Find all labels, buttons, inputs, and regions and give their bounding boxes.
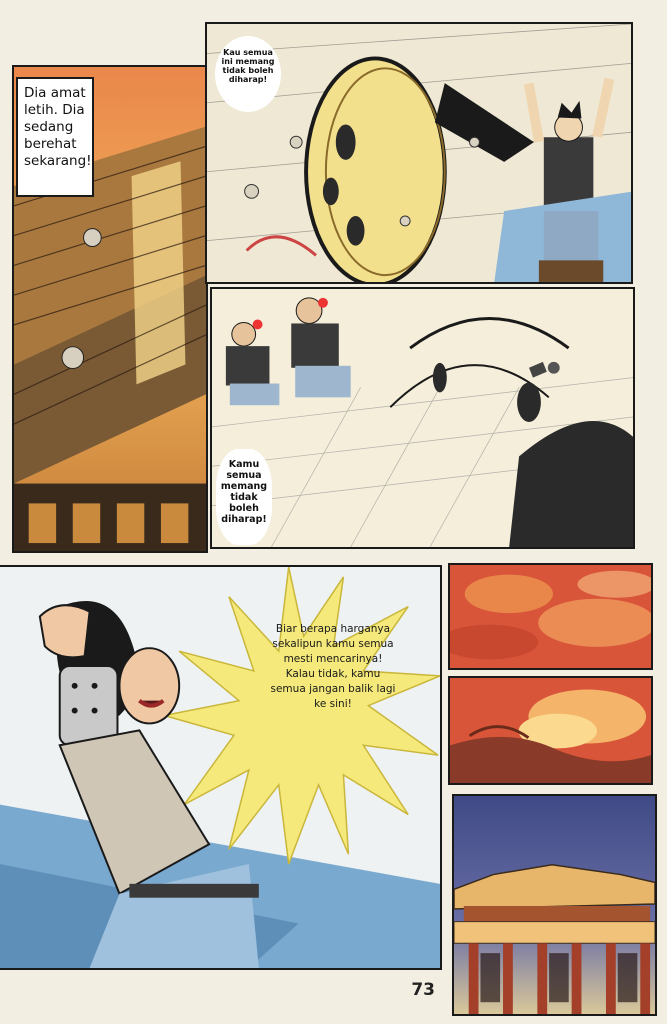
- orange-clouds-illustration: [450, 678, 651, 783]
- speech-bubble-tired: [16, 77, 94, 197]
- panel-temple-roof: [12, 65, 208, 553]
- panel-table-smash: [205, 22, 633, 284]
- shout-burst-caption: Biar berapa harganya sekalipun kamu semua mesti mencarinya! Kalau tidak, kamu semua jangan balik lagi ke sini!: [270, 623, 396, 710]
- panel-palace-night: [452, 794, 657, 1016]
- shout-burst-text: [268, 622, 398, 712]
- speech-bubble-tired-text: Dia amat letih. Dia sedang berehat sekarang!: [24, 85, 92, 169]
- thugs-hit-illustration: [212, 289, 633, 547]
- page-number: 73: [411, 980, 435, 1000]
- speech-bubble-scold-1-text: Kau semua ini memang tidak boleh diharap!: [221, 48, 275, 84]
- panel-shout: [0, 565, 442, 970]
- speech-bubble-scold-1: [215, 36, 281, 112]
- red-sky-illustration: [450, 565, 651, 668]
- panel-thugs-hit: [210, 287, 635, 549]
- panel-orange-clouds: [448, 676, 653, 785]
- panel-red-sky: [448, 563, 653, 670]
- speech-bubble-scold-2: [216, 449, 272, 545]
- speech-bubble-scold-2-text: Kamu semua memang tidak boleh diharap!: [220, 459, 268, 525]
- palace-night-illustration: [454, 796, 655, 1014]
